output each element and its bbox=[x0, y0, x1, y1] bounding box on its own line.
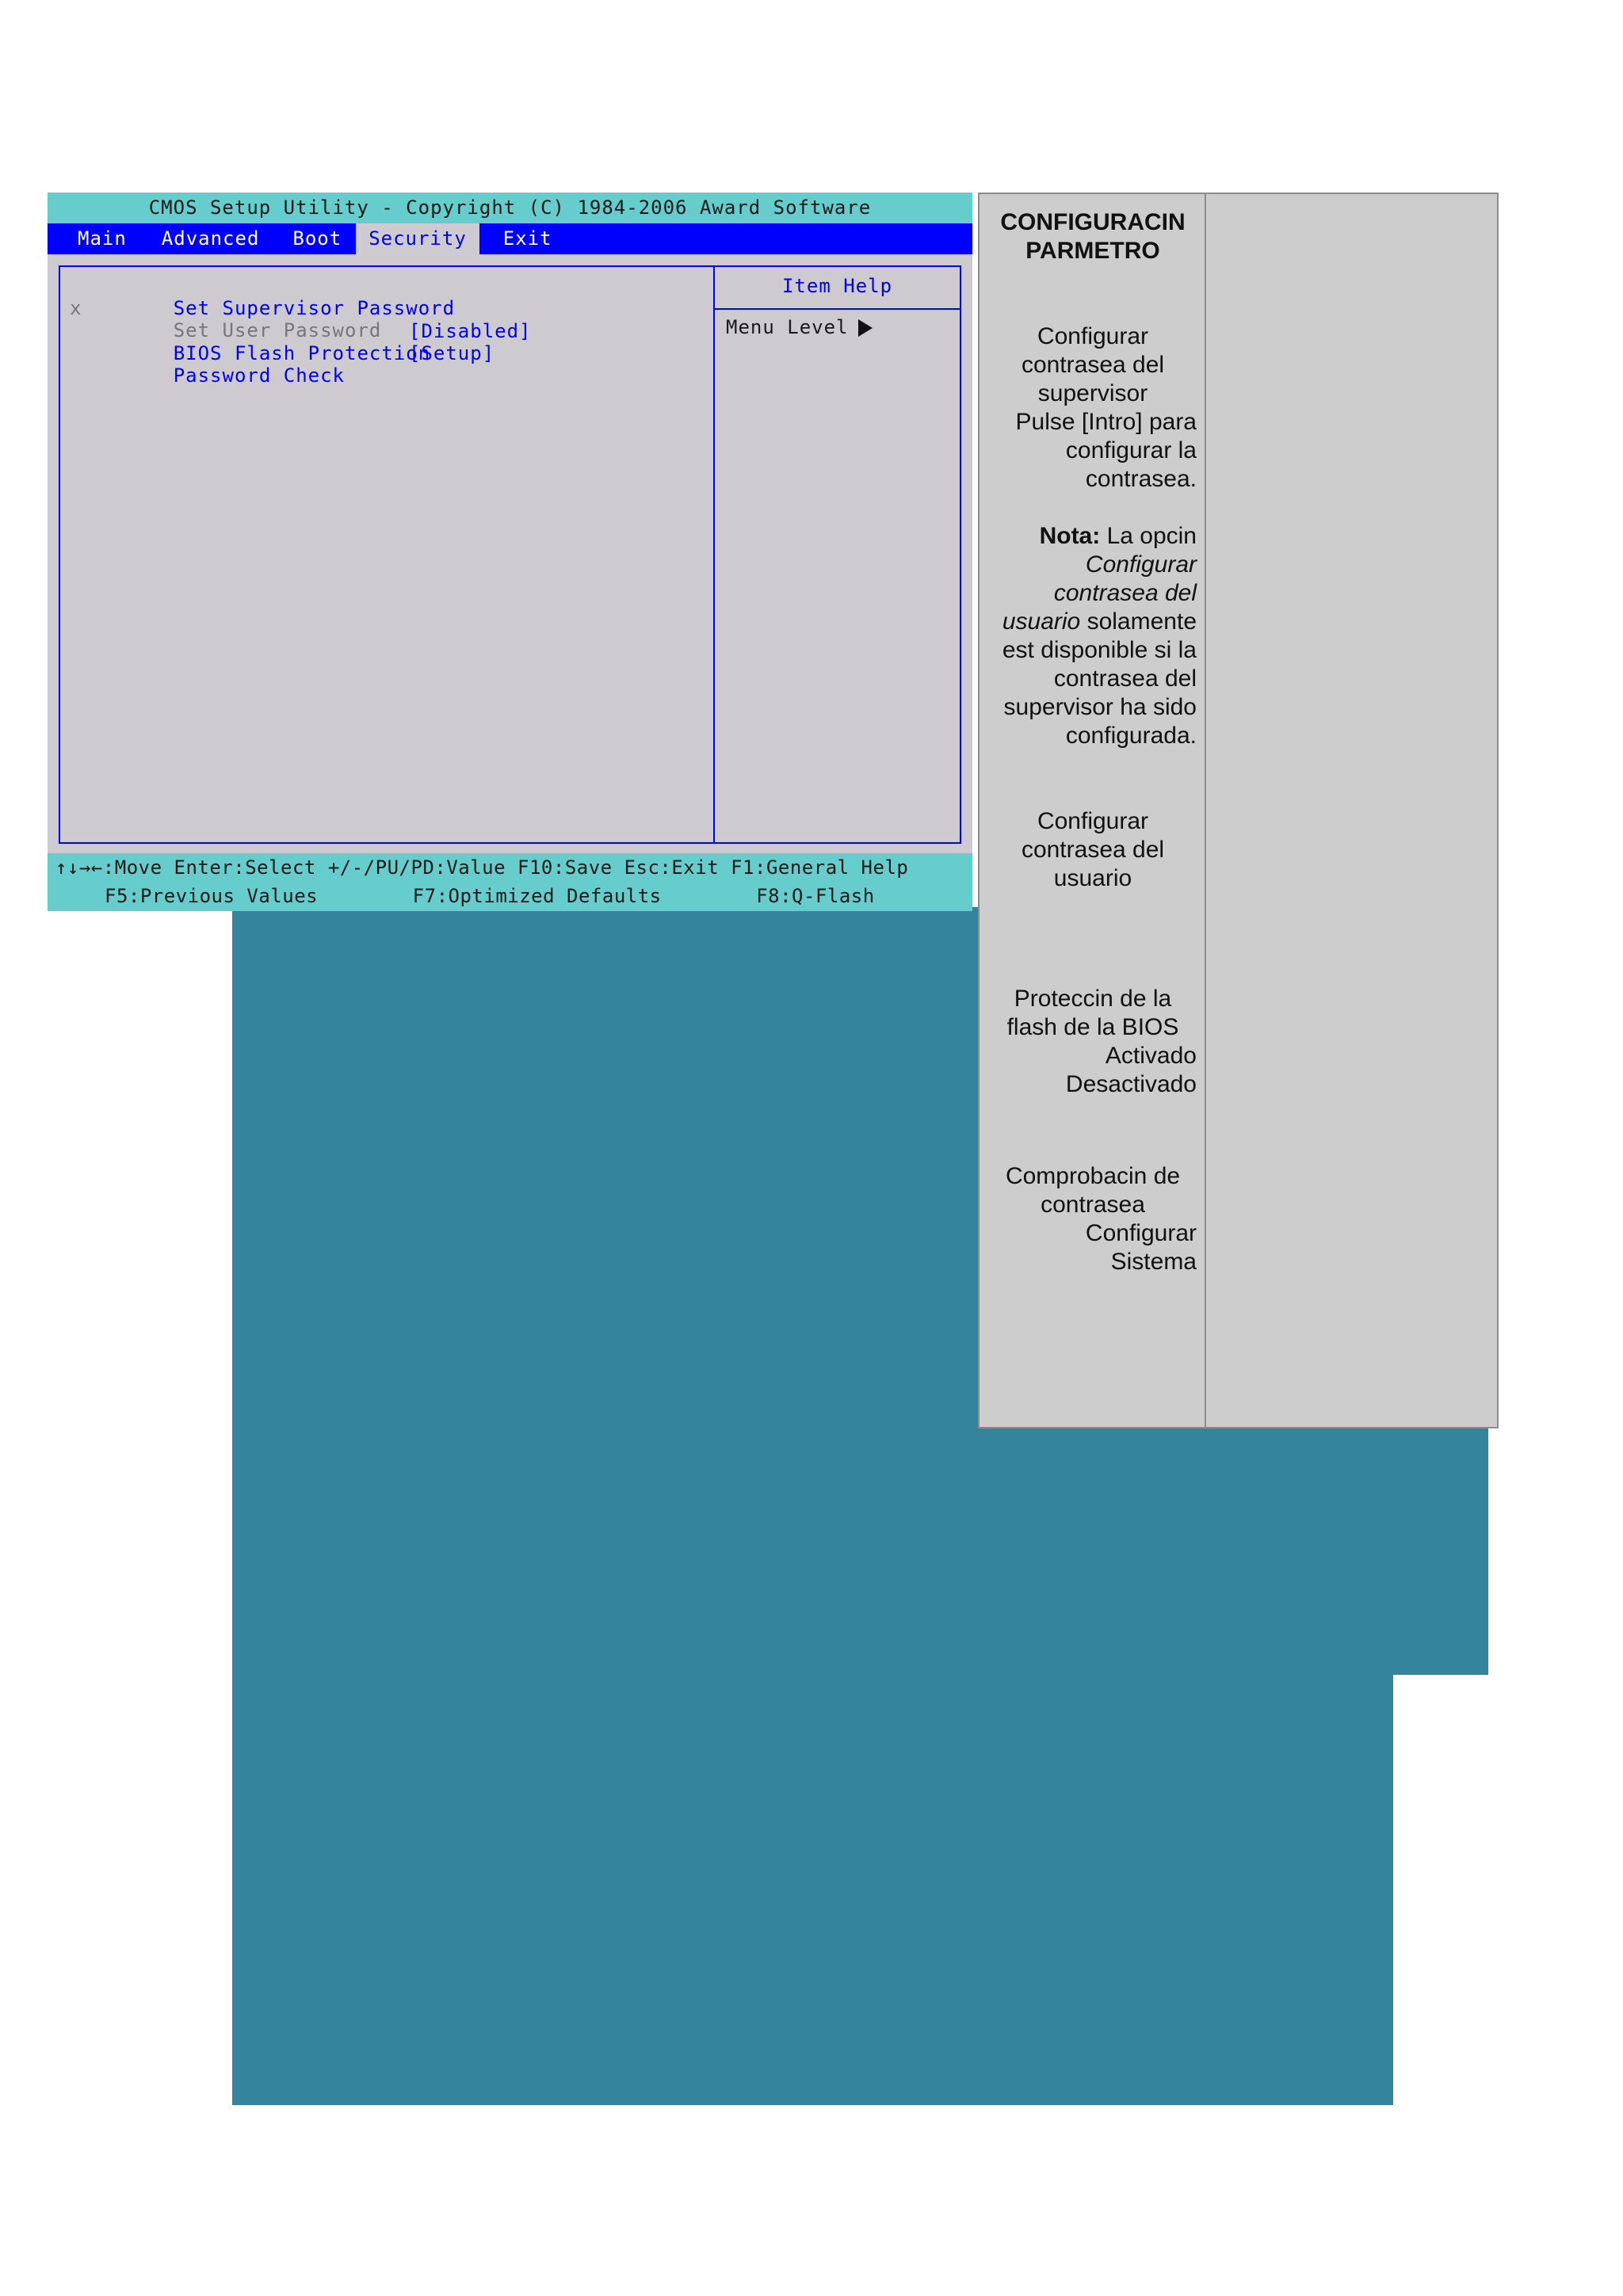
parameter-description-table bbox=[978, 193, 1499, 1428]
desc-password-check: Comprobacin de contrasea Configurar Sistema bbox=[1005, 1163, 1197, 1275]
tab-boot[interactable]: Boot bbox=[292, 227, 342, 250]
description-column bbox=[989, 208, 1197, 1276]
tab-main[interactable]: Main bbox=[78, 227, 127, 250]
menu-level-label: Menu Level bbox=[726, 316, 849, 338]
item-label: Set User Password bbox=[173, 319, 382, 341]
help-divider bbox=[715, 308, 960, 310]
item-help-title: Item Help bbox=[781, 275, 893, 297]
bios-settings-panel bbox=[59, 265, 961, 844]
table-heading: CONFIGURACIN PARMETRO bbox=[1000, 209, 1186, 264]
menu-level-indicator bbox=[726, 316, 873, 338]
bios-menu-bar bbox=[48, 223, 972, 254]
item-label: BIOS Flash Protection bbox=[173, 342, 431, 364]
page-background-block bbox=[1393, 1410, 1488, 1675]
item-label: Set Supervisor Password bbox=[173, 297, 456, 319]
footer-keys-line1: ↑↓→←:Move Enter:Select +/-/PU/PD:Value F10:Save Esc:Exit F1:General Help bbox=[55, 856, 909, 879]
desc-note: Nota: La opcin Configurar contrasea del usuario solamente est disponible si la contrasea del supervisor ha sido configurada. bbox=[1002, 523, 1197, 749]
footer-keys-line2: F5:Previous Values F7:Optimized Defaults F8:Q-Flash bbox=[105, 885, 875, 907]
panel-divider bbox=[713, 267, 715, 842]
menu-item-password-check[interactable] bbox=[100, 342, 345, 409]
tab-security[interactable]: Security bbox=[356, 223, 479, 254]
table-column-divider bbox=[1205, 194, 1206, 1427]
bios-flash-protection-value[interactable]: [Disabled] bbox=[409, 320, 532, 342]
triangle-right-icon bbox=[858, 319, 873, 337]
item-label: Password Check bbox=[173, 364, 345, 387]
desc-bios-flash-protection: Proteccin de la flash de la BIOS Activado Desactivado bbox=[1006, 986, 1197, 1097]
bios-setup-screen bbox=[48, 193, 972, 911]
tab-advanced[interactable]: Advanced bbox=[161, 227, 260, 250]
bios-key-help-footer bbox=[48, 853, 972, 911]
password-check-value[interactable]: [Setup] bbox=[409, 342, 495, 364]
tab-exit[interactable]: Exit bbox=[502, 227, 552, 250]
item-disabled-marker: x bbox=[70, 297, 82, 319]
bios-title-bar: CMOS Setup Utility - Copyright (C) 1984-2006 Award Software bbox=[48, 193, 972, 223]
desc-supervisor-password: Configurar contrasea del supervisor Pulse [Intro] para configurar la contrasea. bbox=[1015, 323, 1197, 492]
desc-user-password: Configurar contrasea del usuario bbox=[1021, 808, 1165, 891]
